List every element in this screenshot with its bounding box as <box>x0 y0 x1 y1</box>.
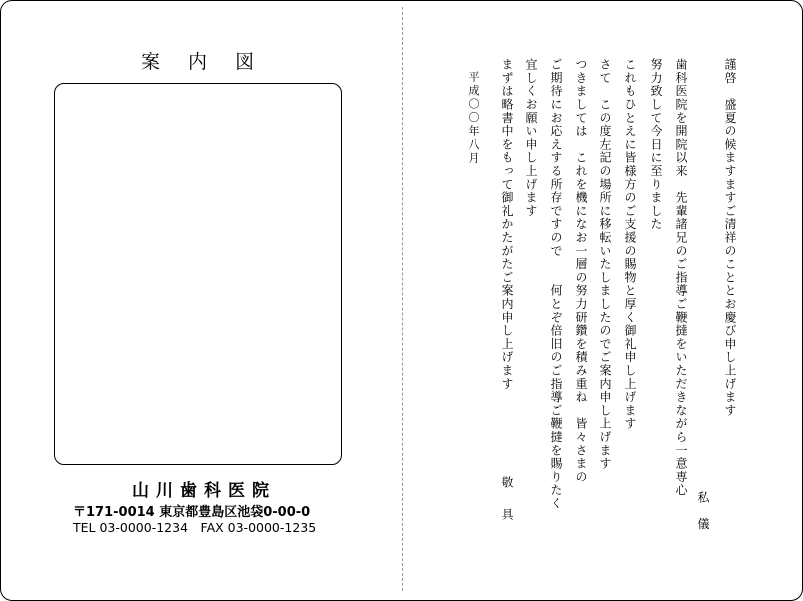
map-placeholder <box>54 83 342 465</box>
clinic-contact: TEL 03-0000-1234 FAX 03-0000-1235 <box>73 520 317 535</box>
clinic-name: 山川歯科医院 <box>132 481 276 501</box>
map-title: 案 内 図 <box>141 51 266 73</box>
letter-opening: 謹啓 盛夏の候ますますご清祥のこととお慶び申し上げます <box>723 58 737 418</box>
letter-line: つきましては これを機になお一層の努力研鑽を積み重ね 皆々さまの <box>574 58 588 484</box>
clinic-address: 〒171-0014 東京都豊島区池袋0-00-0 <box>73 505 311 520</box>
letter-line: 宜しくお願い申し上げます <box>524 58 538 218</box>
letter-closing: 敬 具 <box>500 476 514 524</box>
sender-humble: 私 儀 <box>696 491 710 531</box>
letter-line: まずは略書中をもって御礼かたがたご案内申し上げます <box>500 58 514 391</box>
letter-line: 努力致して今日に至りました <box>649 58 663 231</box>
letter-line: さて この度左記の場所に移転いたしましたのでご案内申し上げます <box>598 58 612 471</box>
letter-line: 歯科医院を開院以来 先輩諸兄のご指導ご鞭撻をいただきながら一意専心 <box>674 58 688 497</box>
letter-date: 平成〇〇年八月 <box>467 71 480 166</box>
letter-line: ご期待にお応えする所存ですので 何とぞ倍旧のご指導ご鞭撻を賜りたく <box>549 58 563 511</box>
fold-line <box>402 7 403 591</box>
letter-line: これもひとえに皆様方のご支援の賜物と厚く御礼申し上げます <box>623 58 637 431</box>
